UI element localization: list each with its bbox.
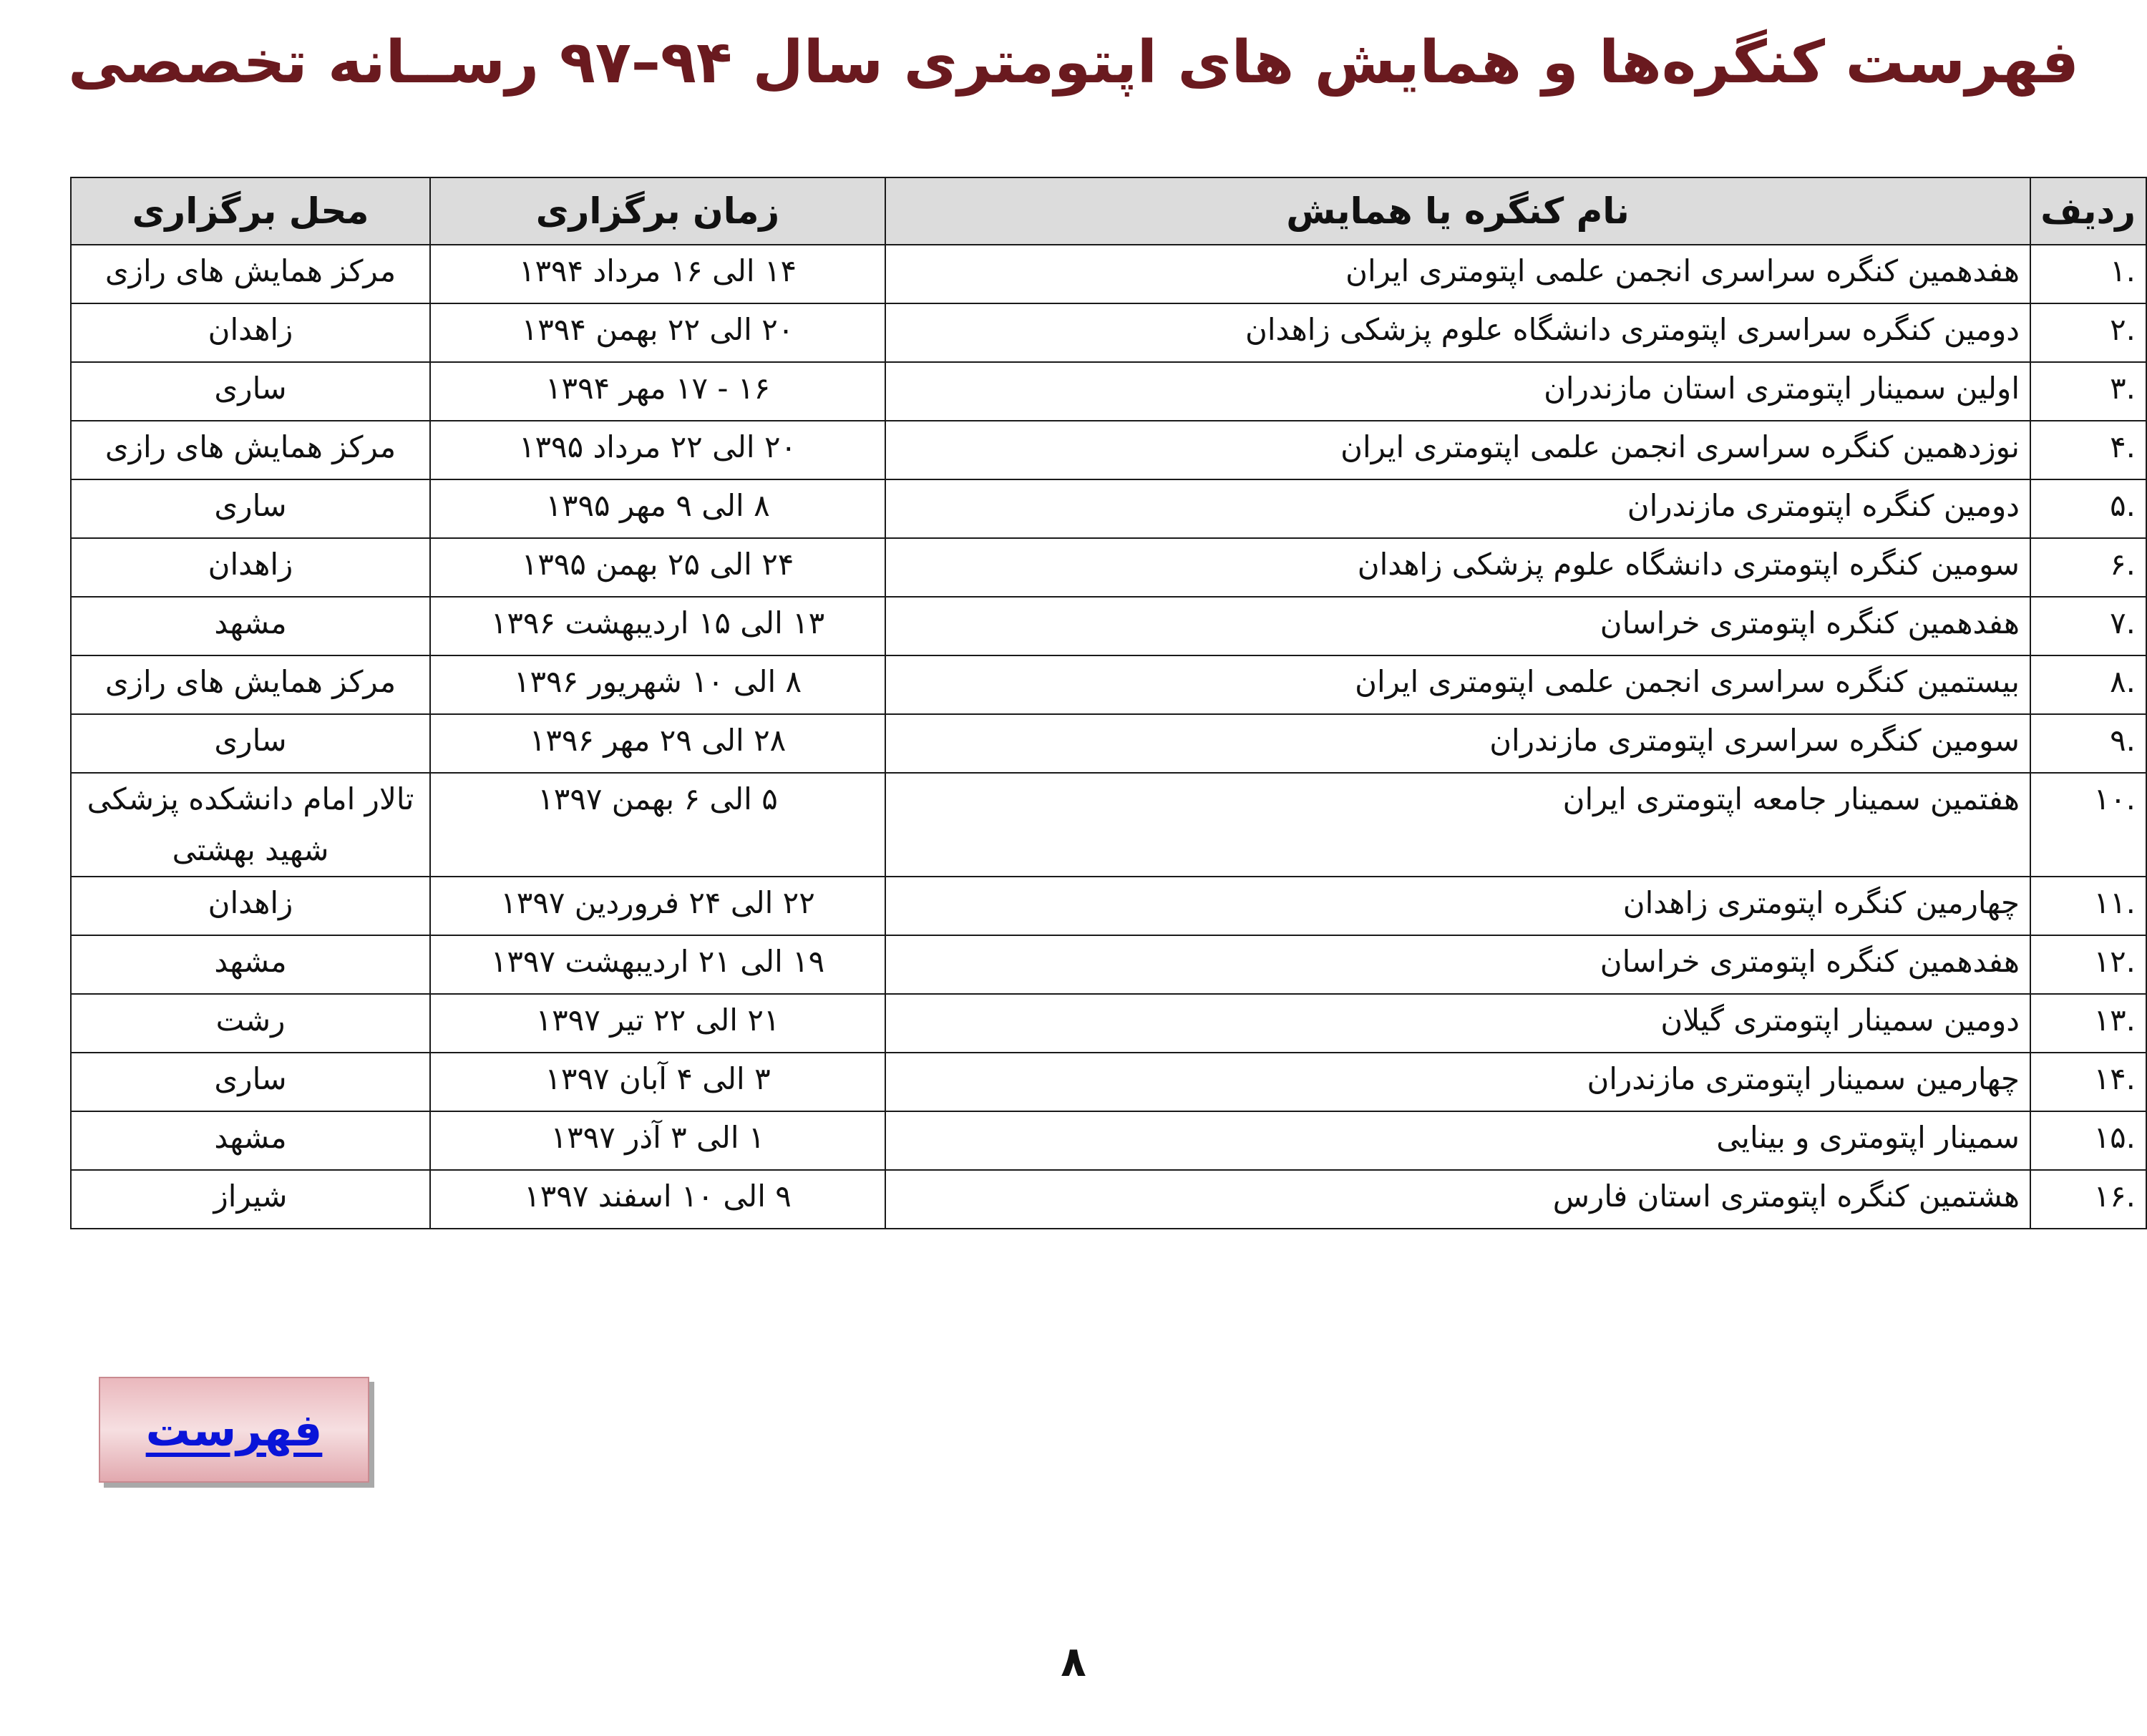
row-date: ۱۳ الی ۱۵ اردیبهشت ۱۳۹۶ [430,597,885,655]
table-row [71,655,2146,714]
row-date: ۲۱ الی ۲۲ تیر ۱۳۹۷ [430,994,885,1053]
table-row [71,1111,2146,1170]
header-name: نام کنگره یا همایش [885,177,2030,245]
row-place: زاهدان [71,877,430,935]
row-place: مرکز همایش های رازی [71,245,430,303]
row-date: ۸ الی ۹ مهر ۱۳۹۵ [430,479,885,538]
row-index: .۱۵ [2030,1111,2146,1170]
row-place: شیراز [71,1170,430,1229]
table-row [71,877,2146,935]
page-number: ۸ [1061,1637,1086,1686]
table-row [71,421,2146,479]
row-index: .۹ [2030,714,2146,773]
row-name: هشتمین کنگره اپتومتری استان فارس [885,1170,2030,1229]
row-place: تالار امام دانشکده پزشکی شهید بهشتی [71,773,430,877]
row-name: دومین کنگره سراسری اپتومتری دانشگاه علوم پزشکی زاهدان [885,303,2030,362]
row-place: زاهدان [71,538,430,597]
row-date: ۳ الی ۴ آبان ۱۳۹۷ [430,1053,885,1111]
row-place: ساری [71,479,430,538]
row-name: سومین کنگره سراسری اپتومتری مازندران [885,714,2030,773]
row-place: ساری [71,362,430,421]
toc-button[interactable] [99,1377,369,1483]
row-index: .۱۲ [2030,935,2146,994]
table-row [71,362,2146,421]
row-date: ۱۶ - ۱۷ مهر ۱۳۹۴ [430,362,885,421]
table-row [71,994,2146,1053]
row-index: .۱۳ [2030,994,2146,1053]
header-index: ردیف [2030,177,2146,245]
row-place: ساری [71,1053,430,1111]
row-index: .۱ [2030,245,2146,303]
table-row [71,773,2146,877]
table-header-row [71,177,2146,245]
row-place: ساری [71,714,430,773]
page-title: فهرست کنگره‌ها و همایش های اپتومتری سال ۹۴–۹۷ رســانه تخصصی [68,29,2079,97]
row-name: هفتمین سمینار جامعه اپتومتری ایران [885,773,2030,877]
row-index: .۶ [2030,538,2146,597]
row-name: سمینار اپتومتری و بینایی [885,1111,2030,1170]
header-date: زمان برگزاری [430,177,885,245]
row-date: ۲۸ الی ۲۹ مهر ۱۳۹۶ [430,714,885,773]
congress-table [70,177,2147,1229]
table-row [71,538,2146,597]
table-row [71,1053,2146,1111]
table-row [71,597,2146,655]
row-index: .۱۴ [2030,1053,2146,1111]
row-date: ۲۰ الی ۲۲ مرداد ۱۳۹۵ [430,421,885,479]
table-row [71,303,2146,362]
row-index: .۴ [2030,421,2146,479]
row-index: .۵ [2030,479,2146,538]
table-row [71,245,2146,303]
row-index: .۷ [2030,597,2146,655]
table-row [71,935,2146,994]
row-date: ۱۹ الی ۲۱ اردیبهشت ۱۳۹۷ [430,935,885,994]
row-place: زاهدان [71,303,430,362]
row-date: ۲۲ الی ۲۴ فروردین ۱۳۹۷ [430,877,885,935]
toc-link[interactable]: فهرست [145,1403,323,1456]
row-place: رشت [71,994,430,1053]
row-index: .۳ [2030,362,2146,421]
row-date: ۱ الی ۳ آذر ۱۳۹۷ [430,1111,885,1170]
row-date: ۲۴ الی ۲۵ بهمن ۱۳۹۵ [430,538,885,597]
row-name: هفدهمین کنگره اپتومتری خراسان [885,597,2030,655]
table-row [71,714,2146,773]
row-index: .۸ [2030,655,2146,714]
row-name: بیستمین کنگره سراسری انجمن علمی اپتومتری ایران [885,655,2030,714]
row-place: مرکز همایش های رازی [71,655,430,714]
row-name: دومین کنگره اپتومتری مازندران [885,479,2030,538]
row-name: اولین سمینار اپتومتری استان مازندران [885,362,2030,421]
row-place: مشهد [71,1111,430,1170]
row-index: .۱۶ [2030,1170,2146,1229]
row-place: مرکز همایش های رازی [71,421,430,479]
table-row [71,479,2146,538]
row-name: نوزدهمین کنگره سراسری انجمن علمی اپتومتری ایران [885,421,2030,479]
row-index: .۲ [2030,303,2146,362]
row-date: ۲۰ الی ۲۲ بهمن ۱۳۹۴ [430,303,885,362]
row-date: ۱۴ الی ۱۶ مرداد ۱۳۹۴ [430,245,885,303]
row-name: چهارمین کنگره اپتومتری زاهدان [885,877,2030,935]
row-date: ۵ الی ۶ بهمن ۱۳۹۷ [430,773,885,877]
row-date: ۹ الی ۱۰ اسفند ۱۳۹۷ [430,1170,885,1229]
row-index: .۱۱ [2030,877,2146,935]
row-name: سومین کنگره اپتومتری دانشگاه علوم پزشکی زاهدان [885,538,2030,597]
row-name: هفدهمین کنگره اپتومتری خراسان [885,935,2030,994]
table-row [71,1170,2146,1229]
table-body [71,245,2146,1229]
row-place: مشهد [71,597,430,655]
header-place: محل برگزاری [71,177,430,245]
row-name: هفدهمین کنگره سراسری انجمن علمی اپتومتری ایران [885,245,2030,303]
row-index: .۱۰ [2030,773,2146,877]
row-place: مشهد [71,935,430,994]
row-name: چهارمین سمینار اپتومتری مازندران [885,1053,2030,1111]
row-name: دومین سمینار اپتومتری گیلان [885,994,2030,1053]
row-date: ۸ الی ۱۰ شهریور ۱۳۹۶ [430,655,885,714]
